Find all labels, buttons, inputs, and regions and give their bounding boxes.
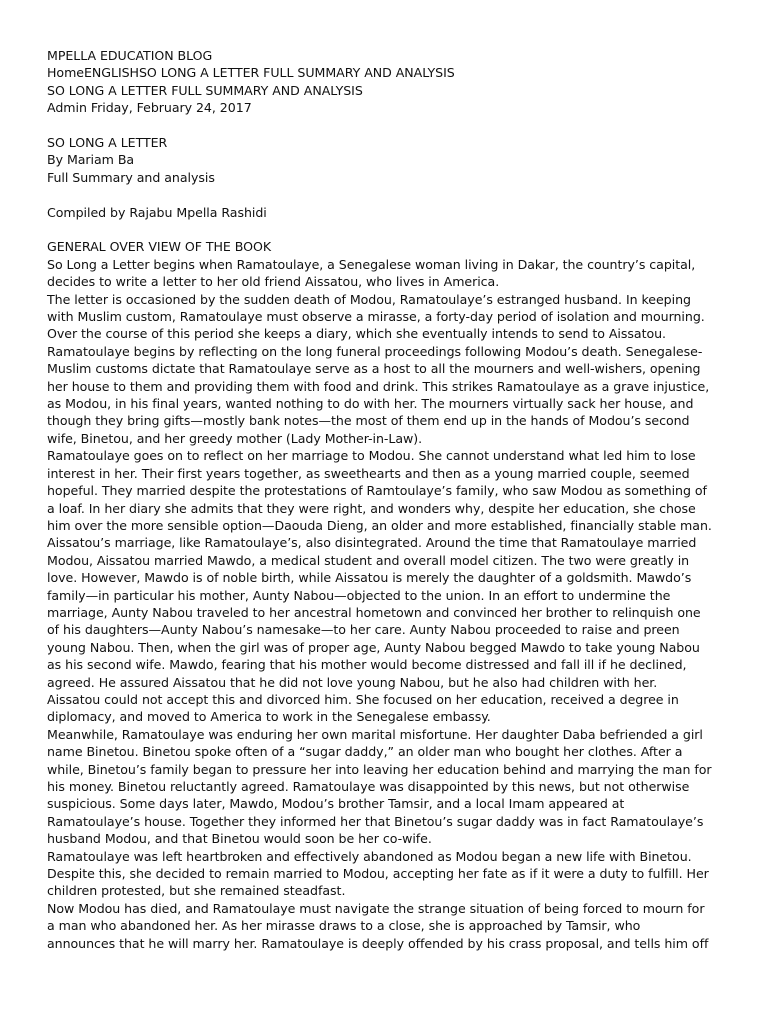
paragraph [47,900,723,952]
text-line: as his second wife. Mawdo, fearing that his mother would become distressed and fall ill if he declined, [47,657,687,673]
text-line: diplomacy, and moved to America to work in the Senegalese embassy. [47,709,491,725]
text-line: interest in her. Their first years together, as sweethearts and then as a young married couple, seemed [47,465,690,481]
text-line: while, Binetou’s family began to pressure her into leaving her education behind and marrying the man for [47,761,712,777]
paragraph [47,848,723,900]
paragraph [47,447,723,534]
text-line: with Muslim custom, Ramatoulaye must observe a mirasse, a forty-day period of isolation and mourning. [47,309,705,325]
text-line: Aissatou could not accept this and divorced him. She focused on her education, received a degree in [47,691,679,707]
compiler-credit: Compiled by Rajabu Mpella Rashidi [47,204,267,220]
text-line: Now Modou has died, and Ramatoulaye must navigate the strange situation of being forced to mourn for [47,900,705,916]
text-line: him over the more sensible option—Daouda Dieng, an older and more established, financially stable man. [47,517,712,533]
book-subtitle: Full Summary and analysis [47,169,215,185]
text-line: Ramatoulaye begins by reflecting on the long funeral proceedings following Modou’s death. Senegalese- [47,343,703,359]
text-line: Ramatoulaye goes on to reflect on her marriage to Modou. She cannot understand what led him to lose [47,448,696,464]
text-line: Over the course of this period she keeps a diary, which she eventually intends to send to Aissatou. [47,326,667,342]
text-line: Aissatou’s marriage, like Ramatoulaye’s, also disintegrated. Around the time that Ramatoulaye married [47,535,697,551]
text-line: though they bring gifts—mostly bank notes—the most of them end up in the hands of Modou’s second [47,413,690,429]
paragraph [47,256,723,291]
text-line: wife, Binetou, and her greedy mother (Lady Mother-in-Law). [47,430,423,446]
spacer [47,221,723,238]
text-line: Modou, Aissatou married Mawdo, a medical student and overall model citizen. The two were greatly in [47,552,690,568]
post-title: SO LONG A LETTER FULL SUMMARY AND ANALYSIS [47,82,363,98]
section-heading: GENERAL OVER VIEW OF THE BOOK [47,239,272,255]
text-line: Meanwhile, Ramatoulaye was enduring her own marital misfortune. Her daughter Daba befriended a girl [47,726,703,742]
text-line: decides to write a letter to her old friend Aissatou, who lives in America. [47,274,500,290]
text-line: a loaf. In her diary she admits that they were right, and wonders why, despite her education, she chose [47,500,696,516]
text-line: hopeful. They married despite the protestations of Ramtoulaye’s family, who saw Modou as something of [47,483,707,499]
body-text [47,256,723,952]
text-line: announces that he will marry her. Ramatoulaye is deeply offended by his crass proposal, and tells him off [47,935,709,951]
text-line: of his daughters—Aunty Nabou’s namesake—to her care. Aunty Nabou proceeded to raise and preen [47,622,680,638]
text-line: So Long a Letter begins when Ramatoulaye, a Senegalese woman living in Dakar, the country’s capital, [47,256,696,272]
text-line: love. However, Mawdo is of noble birth, while Aissatou is merely the daughter of a goldsmith. Mawdo’s [47,570,692,586]
paragraph [47,291,723,448]
spacer [47,186,723,203]
text-line: a man who abandoned her. As her mirasse draws to a close, she is approached by Tamsir, who [47,918,641,934]
text-line: Ramatoulaye was left heartbroken and effectively abandoned as Modou began a new life with Binetou. [47,848,692,864]
text-line: Muslim customs dictate that Ramatoulaye serve as a host to all the mourners and well-wishers, opening [47,361,701,377]
text-line: as Modou, in his final years, wanted nothing to do with her. The mourners virtually sack her house, and [47,396,694,412]
spacer [47,117,723,134]
book-title: SO LONG A LETTER [47,135,168,151]
text-line: marriage, Aunty Nabou traveled to her ancestral hometown and convinced her brother to relinquish one [47,604,701,620]
paragraph [47,534,723,725]
post-meta: Admin Friday, February 24, 2017 [47,100,252,116]
document-page [47,47,723,952]
text-line: Ramatoulaye’s house. Together they informed her that Binetou’s sugar daddy was in fact Ramatoulaye’s [47,813,704,829]
text-line: Despite this, she decided to remain married to Modou, accepting her fate as if it were a duty to fulfill. Her [47,866,709,882]
text-line: children protested, but she remained steadfast. [47,883,346,899]
breadcrumb: HomeENGLISHSO LONG A LETTER FULL SUMMARY AND ANALYSIS [47,65,455,81]
text-line: young Nabou. Then, when the girl was of proper age, Aunty Nabou begged Mawdo to take young Nabou [47,639,700,655]
blog-name: MPELLA EDUCATION BLOG [47,48,213,63]
text-line: agreed. He assured Aissatou that he did not love young Nabou, but he also had children with her. [47,674,658,690]
paragraph [47,726,723,848]
book-author: By Mariam Ba [47,152,135,168]
text-line: The letter is occasioned by the sudden death of Modou, Ramatoulaye’s estranged husband. In keeping [47,291,691,307]
text-line: name Binetou. Binetou spoke often of a “sugar daddy,” an older man who bought her clothes. After a [47,744,683,760]
text-line: her house to them and providing them with food and drink. This strikes Ramatoulaye as a grave injustice, [47,378,710,394]
text-line: family—in particular his mother, Aunty Nabou—objected to the union. In an effort to undermine the [47,587,671,603]
text-line: suspicious. Some days later, Mawdo, Modou’s brother Tamsir, and a local Imam appeared at [47,796,625,812]
text-line: his money. Binetou reluctantly agreed. Ramatoulaye was disappointed by this news, but not otherwise [47,779,690,795]
text-line: husband Modou, and that Binetou would soon be her co-wife. [47,831,432,847]
